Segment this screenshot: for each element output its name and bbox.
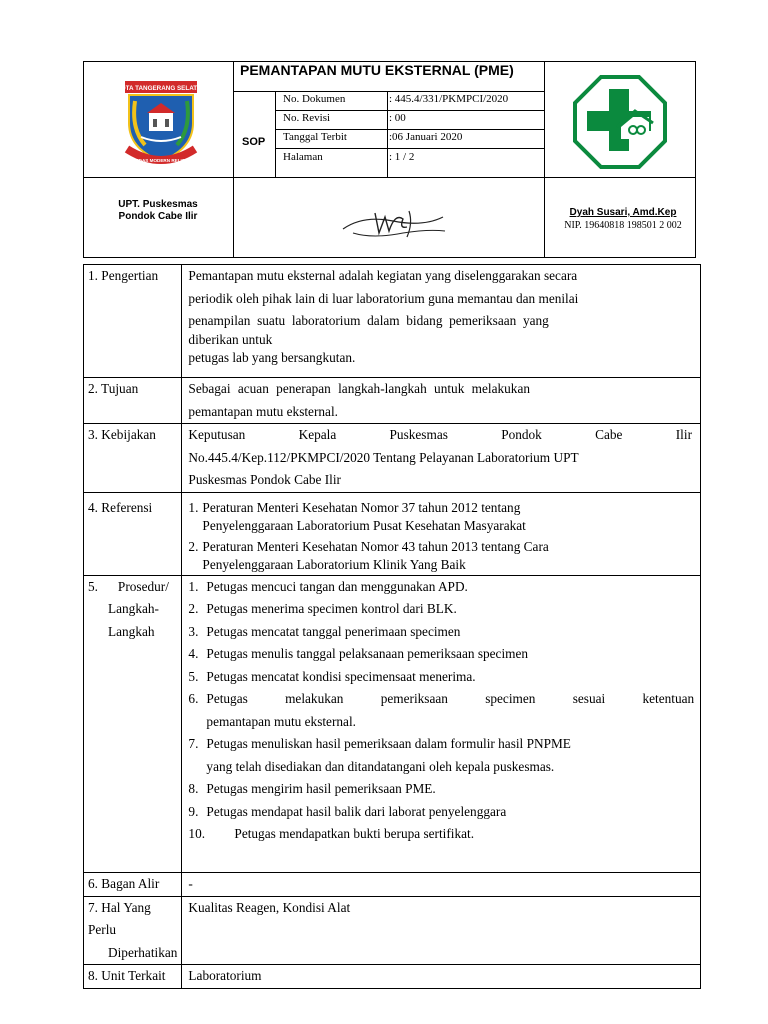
signature-image	[333, 203, 453, 243]
referensi-item-1	[188, 499, 694, 535]
page-value: : 1 / 2	[389, 151, 415, 163]
step-10-text: Petugas mendapatkan bukti berupa sertifikat.	[234, 826, 475, 841]
label-bagan-alir: 6. Bagan Alir	[84, 872, 182, 896]
label-referensi: 4. Referensi	[84, 492, 182, 575]
signer-name: Dyah Susari, Amd.Kep	[569, 207, 677, 218]
city-crest-logo	[116, 79, 206, 167]
row-prosedur	[84, 575, 701, 872]
step-1	[188, 576, 694, 599]
step-4	[188, 643, 694, 666]
referensi-2-number: 2.	[188, 538, 199, 554]
row-kebijakan	[84, 424, 701, 493]
label-pengertian: 1. Pengertian	[84, 265, 182, 378]
pengertian-line-3: penampilan suatu laboratorium dalam bidang pemeriksaan yang	[188, 313, 549, 328]
label-tujuan: 2. Tujuan	[84, 378, 182, 424]
tujuan-line-2: pemantapan mutu eksternal.	[188, 403, 338, 419]
org-name-line2: Pondok Cabe Ilir	[118, 211, 198, 222]
kebijakan-line-3: Puskesmas Pondok Cabe Ilir	[188, 472, 341, 487]
row-unit-terkait	[84, 965, 701, 989]
step-7-number: 7.	[188, 736, 199, 751]
step-6-number: 6.	[188, 691, 199, 706]
label-prosedur	[84, 575, 182, 872]
pengertian-line-4: diberikan untuk	[188, 331, 273, 347]
step-6	[188, 688, 694, 733]
tujuan-line-1: Sebagai acuan penerapan langkah-langkah untuk melakukan	[188, 381, 531, 396]
referensi-2-line1: Peraturan Menteri Kesehatan Nomor 43 tahun 2013 tentang Cara	[202, 538, 549, 554]
referensi-2-text	[202, 538, 548, 574]
pengertian-line-2: periodik oleh pihak lain di luar laboratorium guna memantau dan menilai	[188, 290, 579, 306]
step-2	[188, 598, 694, 621]
step-1-number: 1.	[188, 578, 199, 594]
label-kebijakan: 3. Kebijakan	[84, 424, 182, 493]
referensi-1-line2: Penyelenggaraan Laboratorium Pusat Kesehatan Masyarakat	[202, 517, 526, 533]
hal-label-line1: 7. Hal Yang Perlu	[88, 899, 151, 937]
step-9	[188, 801, 694, 824]
step-2-text: Petugas menerima specimen kontrol dari BLK.	[206, 601, 457, 616]
sop-label: SOP	[242, 136, 266, 148]
step-5	[188, 666, 694, 689]
step-3-number: 3.	[188, 623, 199, 639]
kebijakan-line-1: Keputusan Kepala Puskesmas Pondok Cabe Ilir	[188, 427, 692, 442]
document-title: PEMANTAPAN MUTU EKSTERNAL (PME)	[240, 62, 514, 78]
revision-value: : 00	[389, 112, 406, 124]
referensi-1-line1: Peraturan Menteri Kesehatan Nomor 37 tahun 2012 tentang	[202, 499, 521, 515]
puskesmas-logo	[573, 75, 667, 169]
referensi-2-line2: Penyelenggaraan Laboratorium Klinik Yang Baik	[202, 556, 466, 572]
step-7-text	[206, 733, 694, 778]
prosedur-label-line2: Langkah-	[108, 601, 159, 616]
step-10-number: 10.	[188, 826, 206, 841]
issue-date-value: :06 Januari 2020	[389, 131, 463, 143]
step-8-text: Petugas mengirim hasil pemeriksaan PME.	[206, 781, 436, 796]
step-5-number: 5.	[188, 668, 199, 684]
sop-content-table	[83, 264, 701, 989]
page-label: Halaman	[283, 151, 323, 163]
referensi-1-text	[202, 499, 525, 535]
revision-label: No. Revisi	[283, 112, 331, 124]
step-6-line1: Petugas melakukan pemeriksaan specimen sesuai ketentuan	[206, 691, 695, 706]
value-kebijakan	[182, 424, 701, 493]
step-4-number: 4.	[188, 646, 199, 661]
value-hal-perlu: Kualitas Reagen, Kondisi Alat	[182, 896, 701, 965]
step-7-line2: yang telah disediakan dan ditandatangani oleh kepala puskesmas.	[206, 758, 555, 774]
issue-date-label: Tanggal Terbit	[283, 131, 347, 143]
crest-motto-text: CERDAS MODERN RELIGIUS	[128, 158, 194, 163]
step-1-text: Petugas mencuci tangan dan menggunakan APD.	[206, 578, 468, 594]
row-tujuan	[84, 378, 701, 424]
crest-top-text: KOTA TANGERANG SELATAN	[116, 85, 206, 92]
referensi-item-2	[188, 538, 694, 574]
step-6-text	[206, 688, 694, 733]
prosedur-label-line1: 5. Prosedur/	[88, 578, 169, 594]
label-hal-perlu	[84, 896, 182, 965]
value-prosedur	[182, 575, 701, 872]
prosedur-steps	[188, 576, 694, 846]
step-6-line2: pemantapan mutu eksternal.	[206, 713, 356, 729]
doc-number-value: : 445.4/331/PKMPCI/2020	[389, 93, 509, 105]
step-2-number: 2.	[188, 601, 199, 616]
pengertian-line-1: Pemantapan mutu eksternal adalah kegiatan yang diselenggarakan secara	[188, 268, 578, 283]
step-7	[188, 733, 694, 778]
prosedur-label-line3: Langkah	[108, 623, 155, 639]
row-hal-perlu	[84, 896, 701, 965]
value-pengertian	[182, 265, 701, 378]
value-unit-terkait: Laboratorium	[182, 965, 701, 989]
value-tujuan	[182, 378, 701, 424]
doc-number-label: No. Dokumen	[283, 93, 346, 105]
step-10	[188, 823, 694, 846]
step-3-text: Petugas mencatat tanggal penerimaan specimen	[206, 623, 461, 639]
step-5-text: Petugas mencatat kondisi specimensaat menerima.	[206, 668, 476, 684]
row-bagan-alir	[84, 872, 701, 896]
org-name	[83, 199, 233, 223]
step-8-number: 8.	[188, 781, 199, 796]
row-referensi	[84, 492, 701, 575]
step-3	[188, 621, 694, 644]
step-8	[188, 778, 694, 801]
step-7-line1: Petugas menuliskan hasil pemeriksaan dalam formulir hasil PNPME	[206, 736, 571, 751]
value-bagan-alir: -	[182, 872, 701, 896]
referensi-1-number: 1.	[188, 499, 199, 515]
step-9-number: 9.	[188, 803, 199, 819]
value-referensi	[182, 492, 701, 575]
pengertian-line-5: petugas lab yang bersangkutan.	[188, 349, 356, 365]
org-name-line1: UPT. Puskesmas	[118, 199, 198, 210]
hal-label-line2: Diperhatikan	[108, 944, 178, 960]
row-pengertian	[84, 265, 701, 378]
step-9-text: Petugas mendapat hasil balik dari laborat penyelenggara	[206, 803, 507, 819]
signer-nip: NIP. 19640818 198501 2 002	[564, 220, 682, 231]
step-4-text: Petugas menulis tanggal pelaksanaan pemeriksaan specimen	[206, 646, 529, 661]
kebijakan-line-2: No.445.4/Kep.112/PKMPCI/2020 Tentang Pelayanan Laboratorium UPT	[188, 449, 579, 465]
label-unit-terkait: 8. Unit Terkait	[84, 965, 182, 989]
